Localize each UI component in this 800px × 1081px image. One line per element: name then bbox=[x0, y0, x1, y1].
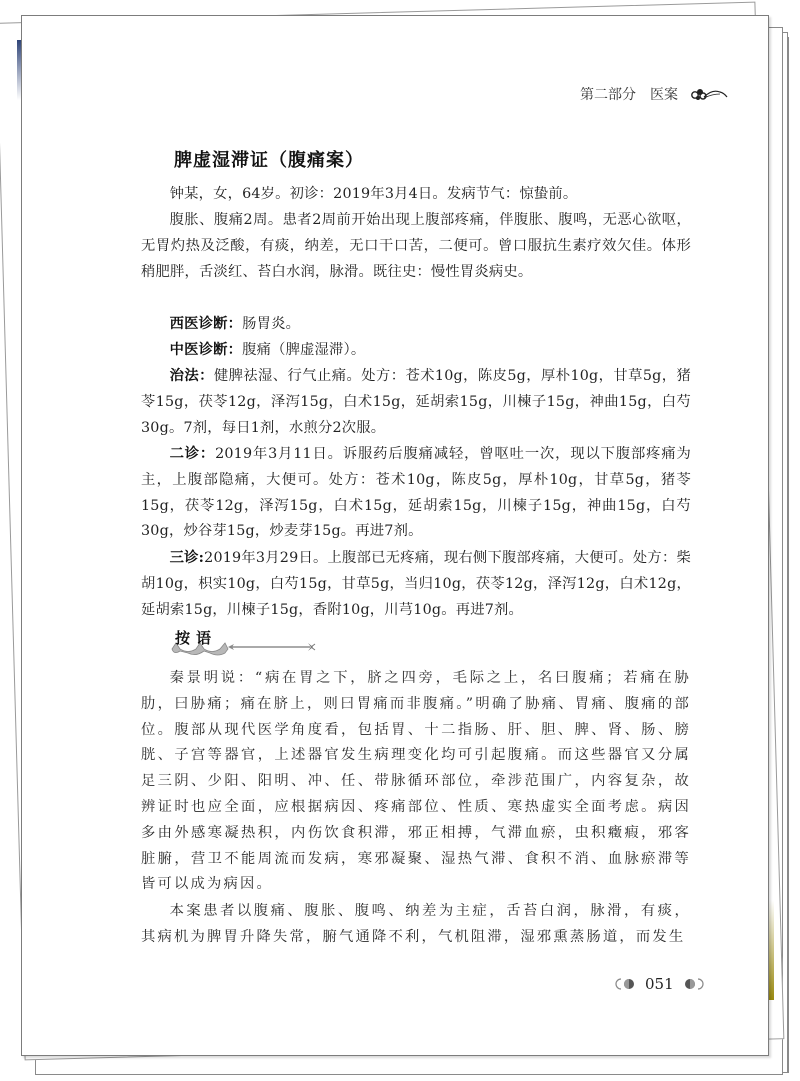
western-diagnosis bbox=[141, 312, 691, 338]
treatment-paragraph bbox=[141, 364, 691, 441]
second-visit-paragraph bbox=[141, 442, 691, 545]
second-visit-value: 2019年3月11日。诉服药后腹痛减轻，曾呕吐一次，现以下腹部疼痛为主，上腹部隐痛，大便可。处方：苍术10g，陈皮5g，厚朴10g，甘草5g，猪苓15g，茯苓12g，泽泻15g，白术15g，延胡索15g，川楝子15g，神曲15g，白芍30g，炒谷芽15g，炒麦芽15g。再进7剂。 bbox=[141, 446, 691, 540]
commentary-heading-label: 按语 bbox=[175, 629, 218, 647]
third-visit-value: 2019年3月29日。上腹部已无疼痛，现右侧下腹部疼痛，大便可。处方：柴胡10g，枳实10g，白芍15g，甘草5g，当归10g，茯苓12g，泽泻12g，白术12g，延胡索15g，川楝子15g，香附10g，川芎10g。再进7剂。 bbox=[141, 550, 691, 618]
tcm-diagnosis-value: 腹痛（脾虚湿滞）。 bbox=[242, 342, 366, 358]
cloud-scroll-ornament-icon bbox=[690, 86, 728, 102]
western-diagnosis-value: 肠胃炎。 bbox=[242, 316, 301, 332]
page-folio bbox=[615, 975, 704, 993]
commentary-heading bbox=[170, 627, 320, 657]
history-paragraph: 腹胀、腹痛2周。患者2周前开始出现上腹部疼痛，伴腹胀、腹鸣，无恶心欲呕，无胃灼热及泛酸，有痰，纳差，无口干口苦，二便可。曾口服抗生素疗效欠佳。体形稍肥胖，舌淡红、苔白水润，脉滑。既往史：慢性胃炎病史。 bbox=[141, 212, 691, 280]
treatment-label: 治法： bbox=[169, 368, 214, 384]
commentary-paragraph-2: 本案患者以腹痛、腹胀、腹鸣、纳差为主症，舌苔白润，脉滑，有痰，其病机为脾胃升降失常，腑气通降不利，气机阻滞，湿邪熏蒸肠道，而发生 bbox=[141, 903, 691, 945]
third-visit-paragraph bbox=[141, 546, 691, 623]
case-title: 脾虚湿滞证（腹痛案） bbox=[174, 150, 364, 171]
folio-left-ornament-icon bbox=[615, 978, 637, 990]
commentary-paragraph-1: 秦景明说：“病在胃之下，脐之四旁，毛际之上，名曰腹痛；若痛在胁肋，曰胁痛；痛在脐上，则曰胃痛而非腹痛。”明确了胁痛、胃痛、腹痛的部位。腹部从现代医学角度看，包括胃、十二指肠、肝、胆、脾、肾、肠、膀胱、子宫等器官，上述器官发生病理变化均可引起腹痛。而这些器官又分属足三阴、少阳、阳明、冲、任、带脉循环部位，牵涉范围广，内容复杂，故辨证时也应全面，应根据病因、疼痛部位、性质、寒热虚实全面考虑。病因多由外感寒凝热积，内伤饮食积滞，邪正相搏，气滞血瘀，虫积癥瘕，邪客脏腑，营卫不能周流而发病，寒邪凝聚、湿热气滞、食积不消、血脉瘀滞等皆可以成为病因。 bbox=[141, 670, 691, 893]
tcm-diagnosis-label: 中医诊断： bbox=[169, 342, 243, 358]
third-visit-label: 三诊: bbox=[169, 550, 205, 566]
second-visit-label: 二诊： bbox=[169, 446, 216, 462]
tcm-diagnosis bbox=[141, 338, 691, 364]
folio-right-ornament-icon bbox=[682, 978, 704, 990]
patient-line: 钟某，女，64岁。初诊：2019年3月4日。发病节气：惊蛰前。 bbox=[169, 186, 578, 202]
western-diagnosis-label: 西医诊断： bbox=[169, 316, 243, 332]
running-head-chapter: 医案 bbox=[650, 87, 678, 103]
treatment-value: 健脾祛湿、行气止痛。处方：苍术10g，陈皮5g，厚朴10g，甘草5g，猪苓15g，茯苓12g，泽泻15g，白术15g，延胡索15g，川楝子15g，神曲15g，白芍30g。7剂，每日1剂，水煎分2次服。 bbox=[141, 368, 691, 436]
running-head bbox=[580, 84, 728, 104]
page-number: 051 bbox=[645, 975, 674, 993]
running-head-part: 第二部分 bbox=[580, 87, 636, 103]
